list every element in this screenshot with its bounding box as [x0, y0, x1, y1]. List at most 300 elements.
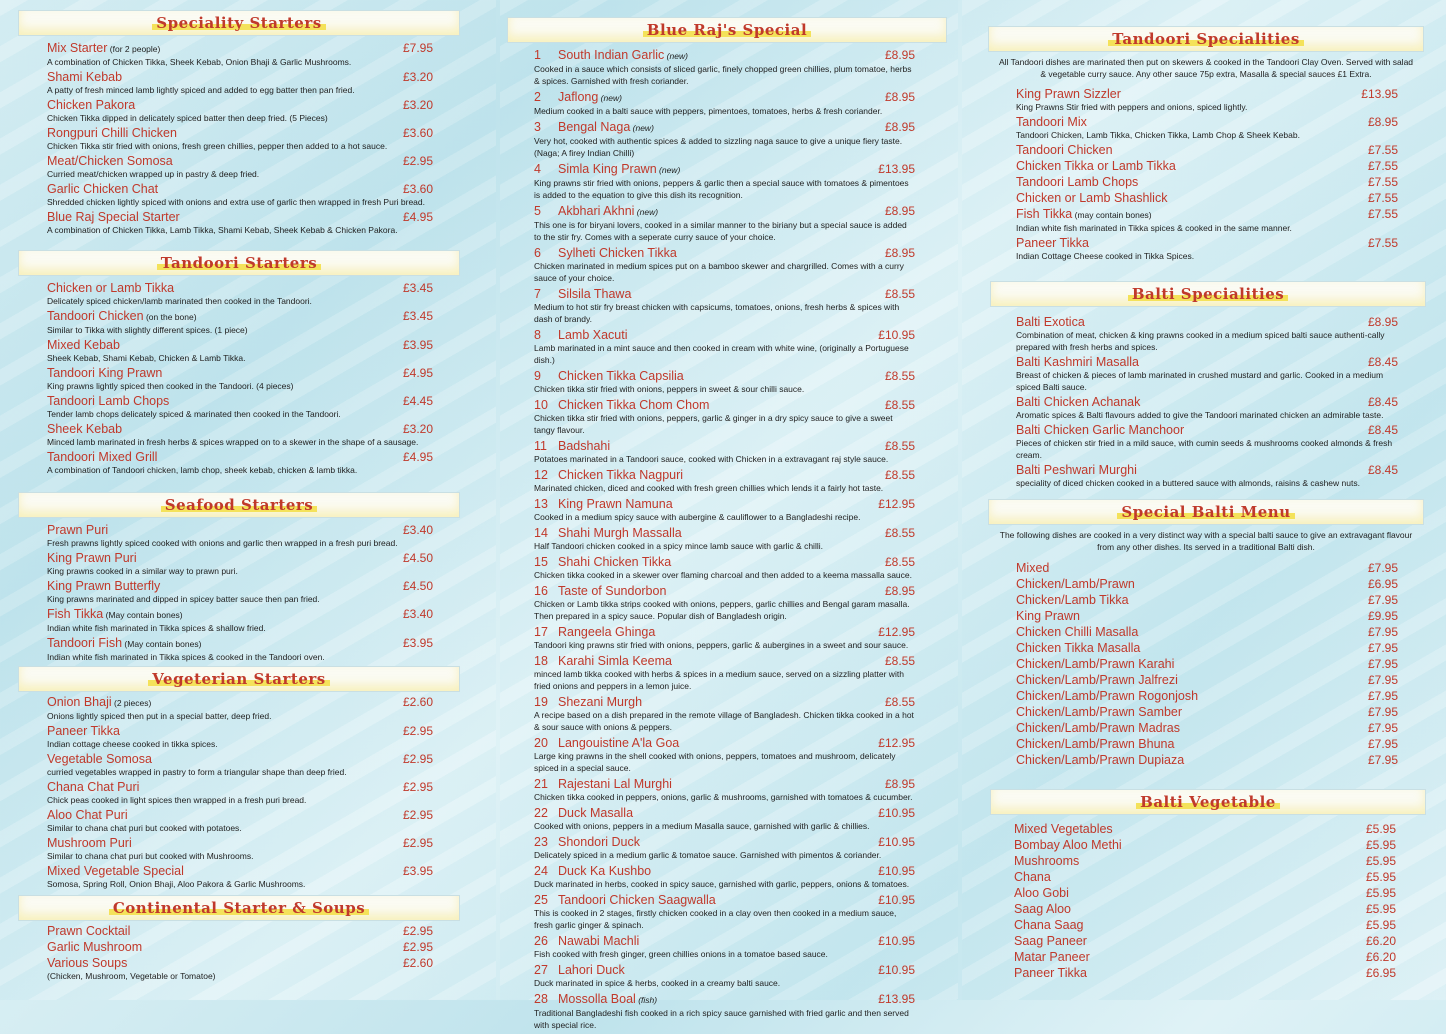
item-list: [990, 315, 1426, 489]
menu-item: [1016, 315, 1398, 353]
section-header: [18, 666, 460, 692]
menu-item-price: £9.95: [1367, 609, 1398, 623]
menu-item-price: £8.95: [884, 777, 915, 791]
menu-item: [1016, 191, 1398, 205]
menu-item-title: King Prawn Namuna: [558, 497, 673, 511]
menu-item-title: Tandoori Lamb Chops: [1016, 175, 1139, 189]
menu-item: [1014, 902, 1396, 916]
menu-item-title: Prawn Cocktail: [47, 924, 131, 938]
menu-item: [1016, 689, 1398, 703]
menu-item-title: Meat/Chicken Somosa: [47, 154, 173, 168]
menu-item-name: [534, 162, 915, 177]
menu-item-name: [47, 70, 433, 84]
menu-item-description: Pieces of chicken stir fried in a mild sauce, with cumin seeds & mushrooms cooked almonds & fresh cream.: [1016, 438, 1393, 460]
menu-item-title: Saag Aloo: [1014, 902, 1071, 916]
menu-item-description: Chicken tikka stir fried with onions, peppers in sweet & sour chilli sauce.: [534, 384, 805, 394]
menu-item: [534, 497, 915, 523]
item-list: [507, 48, 947, 1031]
special-balti-section: [988, 499, 1424, 769]
menu-item: [47, 940, 433, 954]
menu-item-price: £5.95: [1365, 822, 1396, 836]
menu-item-name: [534, 736, 915, 750]
menu-item-name: [47, 752, 433, 766]
menu-item-price: £8.95: [884, 48, 915, 62]
menu-item-number: 7: [534, 287, 541, 301]
menu-item-name: [47, 551, 433, 565]
section-header: [18, 250, 460, 276]
menu-item-title: Shondori Duck: [558, 835, 640, 849]
menu-item-description: Aromatic spices & Balti flavours added to give the Tandoori marinated chicken an admirable taste.: [1016, 410, 1384, 420]
menu-item: [1016, 641, 1398, 655]
menu-item: [47, 636, 433, 663]
menu-item: [534, 893, 915, 931]
menu-item-price: £2.95: [402, 808, 433, 822]
menu-item-price: £8.55: [884, 468, 915, 482]
menu-item-name: [534, 48, 915, 63]
menu-item-price: £8.45: [1367, 355, 1398, 369]
menu-item-description: Tandoori king prawns stir fried with onions, peppers, garlic & aubergines in a sweet and sour sauce.: [534, 640, 909, 650]
menu-item-number: 11: [534, 439, 547, 453]
menu-item-title: Garlic Mushroom: [47, 940, 143, 954]
menu-column-right: [962, 0, 1446, 1000]
menu-item-title: Chicken/Lamb/Prawn Karahi: [1016, 657, 1175, 671]
menu-item-name: [1014, 902, 1396, 916]
menu-item-description: Chicken tikka cooked in peppers, onions, garlic & mushrooms, garnished with tomatoes & cucumber.: [534, 792, 913, 802]
menu-item-title: King Prawn: [1016, 609, 1080, 623]
menu-item-price: £8.45: [1367, 463, 1398, 477]
menu-item-number: 21: [534, 777, 548, 791]
menu-item: [534, 120, 915, 159]
menu-item-note: (for 2 people): [107, 44, 161, 54]
menu-item-title: Chicken/Lamb/Prawn Madras: [1016, 721, 1180, 735]
menu-item-name: [1016, 721, 1398, 735]
menu-item-description: Fresh prawns lightly spiced cooked with onions and garlic then wrapped in a fresh puri bread.: [47, 538, 398, 548]
menu-item: [1016, 355, 1398, 393]
menu-item-title: Paneer Tikka: [1014, 966, 1087, 980]
menu-item-title: Balti Exotica: [1016, 315, 1085, 329]
menu-item-description: Somosa, Spring Roll, Onion Bhaji, Aloo Pakora & Garlic Mushrooms.: [47, 879, 306, 889]
menu-item-number: 8: [534, 328, 541, 342]
menu-item-description: speciality of diced chicken cooked in a buttered sauce with almonds, raisins & cashew nuts.: [1016, 478, 1360, 488]
menu-item-description: King prawns cooked in a similar way to prawn puri.: [47, 566, 238, 576]
menu-item-name: [47, 808, 433, 822]
menu-item: [47, 309, 433, 336]
menu-item: [47, 366, 433, 392]
menu-item-title: Balti Chicken Achanak: [1016, 395, 1141, 409]
item-list: [18, 695, 460, 890]
menu-item-price: £2.95: [402, 154, 433, 168]
menu-item: [47, 154, 433, 180]
blue-raj-special-section: [507, 17, 947, 1034]
menu-item-name: [534, 835, 915, 849]
menu-item: [534, 835, 915, 861]
menu-item-name: [1016, 641, 1398, 655]
menu-item-name: [1016, 191, 1398, 205]
menu-item-name: [1016, 423, 1398, 437]
menu-item-note: (May contain bones): [122, 639, 202, 649]
menu-item-name: [47, 695, 433, 710]
menu-item-description: This is cooked in 2 stages, firstly chicken cooked in a clay oven then cooked in a medium sauce, fresh garlic ginger & spinach.: [534, 908, 897, 930]
menu-item-name: [47, 41, 433, 56]
menu-item-name: [47, 607, 433, 622]
menu-item-title: Simla King Prawn: [558, 162, 657, 176]
menu-item-description: Chick peas cooked in light spices then wrapped in a fresh puri bread.: [47, 795, 307, 805]
menu-item-price: £7.55: [1367, 207, 1398, 221]
menu-item: [47, 98, 433, 124]
menu-item-price: £3.60: [402, 126, 433, 140]
item-list: [988, 87, 1424, 262]
menu-item-description: Chicken tikka cooked in a skewer over flaming charcoal and then added to a keema massalla sauce.: [534, 570, 912, 580]
menu-item-price: £8.55: [884, 439, 915, 453]
menu-item-title: Chicken Tikka Nagpuri: [558, 468, 684, 482]
menu-item-title: Chicken/Lamb Tikka: [1016, 593, 1129, 607]
menu-item-price: £8.55: [884, 287, 915, 301]
menu-item-title: Balti Peshwari Murghi: [1016, 463, 1137, 477]
menu-item: [1016, 236, 1398, 262]
menu-item: [1016, 159, 1398, 173]
menu-item-title: Chicken Tikka Masalla: [1016, 641, 1141, 655]
menu-item-price: £8.95: [884, 90, 915, 104]
menu-item-title: Chicken Tikka or Lamb Tikka: [1016, 159, 1176, 173]
menu-column-middle: [500, 0, 958, 1030]
menu-item-title: Badshahi: [558, 439, 611, 453]
menu-item: [47, 450, 433, 476]
menu-item: [47, 724, 433, 750]
menu-item: [1014, 838, 1396, 852]
menu-item: [1016, 705, 1398, 719]
menu-item-price: £8.55: [884, 526, 915, 540]
menu-item: [534, 328, 915, 366]
menu-item-title: Mix Starter: [47, 41, 108, 55]
menu-item-description: Chicken marinated in medium spices put on a bamboo skewer and chargrilled. Comes with a curry sauce of your choice.: [534, 261, 904, 283]
menu-item-price: £2.95: [402, 924, 433, 938]
menu-item-description: Cooked with onions, peppers in a medium Masalla sauce, garnished with garlic & chillies.: [534, 821, 870, 831]
menu-item: [534, 555, 915, 581]
menu-item: [47, 70, 433, 96]
menu-item-title: Tandoori Chicken Saagwalla: [558, 893, 716, 907]
menu-item-price: £5.95: [1365, 918, 1396, 932]
menu-item-name: [47, 636, 433, 651]
menu-item: [1016, 87, 1398, 113]
menu-item-title: Aloo Chat Puri: [47, 808, 128, 822]
menu-item-title: Shahi Murgh Massalla: [558, 526, 682, 540]
menu-item-title: Tandoori Fish: [47, 636, 123, 650]
menu-item: [47, 338, 433, 364]
menu-item: [534, 162, 915, 201]
menu-item-price: £6.20: [1365, 950, 1396, 964]
menu-item-price: £3.95: [402, 338, 433, 352]
menu-item-name: [534, 555, 915, 569]
menu-item-number: 5: [534, 204, 541, 218]
menu-item-name: [1016, 753, 1398, 767]
menu-item-price: £12.95: [878, 625, 915, 639]
menu-item-price: £5.95: [1365, 902, 1396, 916]
section-note: The following dishes are cooked in a very distinct way with a special balti sauce to give an extravagant flavour from any other dishes. Its served in a traditional Balti dish.: [999, 530, 1413, 552]
menu-item: [534, 695, 915, 733]
menu-item-description: Similar to Tikka with slightly different spices. (1 piece): [47, 325, 248, 335]
menu-item-title: Mushroom Puri: [47, 836, 132, 850]
menu-item-description: King prawns lightly spiced then cooked in the Tandoori. (4 pieces): [47, 381, 294, 391]
continental-section: [18, 895, 460, 984]
menu-item: [534, 369, 915, 395]
menu-item-name: [1016, 561, 1398, 575]
menu-item-name: [1014, 886, 1396, 900]
menu-item-number: 15: [534, 555, 548, 569]
menu-item-name: [47, 724, 433, 738]
menu-item-price: £2.95: [402, 724, 433, 738]
menu-item-price: £10.95: [878, 893, 915, 907]
menu-item-title: Chicken/Lamb/Prawn Bhuna: [1016, 737, 1175, 751]
menu-item-title: King Prawn Sizzler: [1016, 87, 1121, 101]
section-header: [988, 499, 1424, 525]
menu-item-price: £4.95: [402, 366, 433, 380]
menu-item-description: Duck marinated in spice & herbs, cooked in a creamy balti sauce.: [534, 978, 781, 988]
menu-item-title: Chana: [1014, 870, 1051, 884]
menu-item-title: Onion Bhaji: [47, 695, 112, 709]
menu-item-title: Duck Ka Kushbo: [558, 864, 652, 878]
menu-item-name: [1016, 609, 1398, 623]
menu-item-price: £10.95: [878, 835, 915, 849]
menu-item-name: [47, 394, 433, 408]
menu-item-name: [534, 246, 915, 260]
menu-item-price: £6.95: [1367, 577, 1398, 591]
menu-item-title: King Prawn Puri: [47, 551, 137, 565]
menu-item-price: £2.95: [402, 780, 433, 794]
menu-item-price: £7.95: [1367, 641, 1398, 655]
menu-item-title: Nawabi Machli: [558, 934, 640, 948]
menu-item-description: Indian cottage cheese cooked in tikka spices.: [47, 739, 218, 749]
menu-item-title: Saag Paneer: [1014, 934, 1087, 948]
menu-item-price: £4.95: [402, 210, 433, 224]
menu-item: [1016, 625, 1398, 639]
menu-item-note: (new): [630, 123, 654, 133]
menu-item: [47, 579, 433, 605]
section-title: Special Balti Menu: [1117, 503, 1294, 521]
menu-item: [1016, 175, 1398, 189]
menu-item-title: Balti Kashmiri Masalla: [1016, 355, 1139, 369]
menu-item-description: Indian white fish marinated in Tikka spices & shallow fried.: [47, 623, 266, 633]
menu-item-title: Fish Tikka: [1016, 207, 1073, 221]
menu-item-name: [47, 450, 433, 464]
menu-item-price: £5.95: [1365, 838, 1396, 852]
menu-item-title: Rongpuri Chilli Chicken: [47, 126, 177, 140]
section-title: Continental Starter & Soups: [109, 899, 369, 917]
menu-item-title: Sheek Kebab: [47, 422, 123, 436]
menu-item-note: (new): [656, 165, 681, 175]
menu-item-title: Bengal Naga: [558, 120, 631, 134]
menu-item-price: £2.95: [402, 836, 433, 850]
menu-item-description: Very hot, cooked with authentic spices & added to sizzling naga sauce to give a unique fiery taste. (Naga; A firey Indian Chilli): [534, 136, 903, 158]
menu-item-price: £3.20: [402, 98, 433, 112]
menu-item-title: Taste of Sundorbon: [558, 584, 667, 598]
menu-item-name: [534, 398, 915, 412]
menu-item-title: Chicken/Lamb/Prawn Dupiaza: [1016, 753, 1185, 767]
menu-item-name: [1016, 395, 1398, 409]
menu-item-name: [1014, 918, 1396, 932]
menu-item-name: [534, 934, 915, 948]
menu-item-name: [1016, 175, 1398, 189]
section-note: All Tandoori dishes are marinated then put on skewers & cooked in the Tandoori Clay Oven. Served with salad & vegetable curry sauce. Any other sauce 75p extra, Masalla & special sauces £1 Extra.: [998, 57, 1414, 79]
menu-item-number: 23: [534, 835, 548, 849]
menu-item-price: £3.60: [402, 182, 433, 196]
menu-item-price: £8.95: [884, 246, 915, 260]
menu-item: [1016, 737, 1398, 751]
menu-item-title: Lamb Xacuti: [558, 328, 628, 342]
menu-item: [1016, 115, 1398, 141]
menu-item-title: Shami Kebab: [47, 70, 123, 84]
menu-item: [534, 246, 915, 284]
menu-item-number: 2: [534, 90, 541, 104]
menu-item-title: Chicken/Lamb/Prawn Jalfrezi: [1016, 673, 1178, 687]
menu-item: [1014, 950, 1396, 964]
menu-item-price: £7.55: [1367, 191, 1398, 205]
menu-item: [47, 281, 433, 307]
menu-item-description: Large king prawns in the shell cooked with onions, peppers, tomatoes and mushroom, delicately spiced in a special sauce.: [534, 751, 896, 773]
menu-item: [1014, 870, 1396, 884]
menu-item-description: Shredded chicken lightly spiced with onions and extra use of garlic then wrapped in fresh Puri bread.: [47, 197, 425, 207]
menu-item-title: Mushrooms: [1014, 854, 1080, 868]
menu-item: [47, 182, 433, 208]
menu-item-name: [47, 126, 433, 140]
menu-item-note: (on the bone): [143, 312, 197, 322]
section-header: [990, 789, 1426, 815]
menu-item-price: £6.95: [1365, 966, 1396, 980]
menu-item-price: £2.60: [402, 695, 433, 709]
menu-item-description: minced lamb tikka cooked with herbs & spices in a medium sauce, served on a sizzling platter with fried onions and peppers in a lemon juice.: [534, 669, 904, 691]
menu-item-title: Chicken or Lamb Shashlick: [1016, 191, 1168, 205]
menu-item-price: £8.95: [1367, 315, 1398, 329]
item-list: [18, 523, 460, 663]
menu-item: [47, 808, 433, 834]
menu-item-title: Prawn Puri: [47, 523, 109, 537]
menu-item: [1014, 822, 1396, 836]
menu-item-description: A recipe based on a dish prepared in the remote village of Bangladesh. Chicken tikka cooked in a hot & sour sauce with onions & peppers.: [534, 710, 914, 732]
menu-item-price: £7.55: [1367, 236, 1398, 250]
menu-item-price: £7.95: [1367, 737, 1398, 751]
section-header: [18, 492, 460, 518]
menu-item-number: 12: [534, 468, 548, 482]
menu-item-price: £10.95: [878, 934, 915, 948]
menu-item-price: £10.95: [878, 806, 915, 820]
menu-item-name: [1016, 673, 1398, 687]
menu-item-name: [1014, 950, 1396, 964]
menu-item-number: 6: [534, 246, 541, 260]
menu-item: [1016, 593, 1398, 607]
menu-item-price: £8.55: [884, 555, 915, 569]
menu-item-name: [1014, 822, 1396, 836]
menu-item-title: Vegetable Somosa: [47, 752, 152, 766]
menu-item: [1014, 966, 1396, 980]
menu-item-price: £8.95: [884, 120, 915, 134]
menu-item-number: 27: [534, 963, 548, 977]
menu-item-number: 16: [534, 584, 548, 598]
menu-item: [1014, 934, 1396, 948]
menu-item-price: £7.95: [1367, 657, 1398, 671]
menu-item-price: £3.40: [402, 607, 433, 621]
menu-item-price: £3.20: [402, 70, 433, 84]
menu-item-name: [534, 893, 915, 907]
menu-item-number: 4: [534, 162, 541, 176]
menu-item-description: Marinated chicken, diced and cooked with fresh green chillies which lends it a fairly hot taste.: [534, 483, 884, 493]
menu-column-left: [0, 0, 496, 1000]
menu-item-name: [47, 338, 433, 352]
menu-item-title: Tandoori King Prawn: [47, 366, 163, 380]
menu-item-title: Rajestani Lal Murghi: [558, 777, 672, 791]
menu-item-description: Tandoori Chicken, Lamb Tikka, Chicken Tikka, Lamb Chop & Sheek Kebab.: [1016, 130, 1300, 140]
menu-item-name: [534, 654, 915, 668]
menu-item-price: £7.95: [1367, 593, 1398, 607]
menu-item-name: [47, 182, 433, 196]
menu-item-price: £13.95: [1361, 87, 1398, 101]
menu-item-title: Jaflong: [558, 90, 599, 104]
menu-item-note: (new): [634, 207, 659, 217]
menu-item-title: Paneer Tikka: [47, 724, 120, 738]
menu-item-name: [47, 309, 433, 324]
menu-item-name: [1016, 159, 1398, 173]
menu-item-title: Bombay Aloo Methi: [1014, 838, 1122, 852]
menu-item: [534, 963, 915, 989]
tandoori-specialities-section: [988, 26, 1424, 264]
menu-item-price: £4.50: [402, 579, 433, 593]
menu-item: [47, 780, 433, 806]
menu-item-title: Rangeela Ghinga: [558, 625, 656, 639]
menu-item-title: Mixed: [1016, 561, 1050, 575]
menu-item-number: 13: [534, 497, 548, 511]
menu-item-price: £8.95: [1367, 115, 1398, 129]
menu-item-price: £7.95: [1367, 705, 1398, 719]
seafood-starters-section: [18, 492, 460, 665]
menu-item-price: £7.95: [1367, 689, 1398, 703]
menu-item-description: Similar to chana chat puri but cooked with potatoes.: [47, 823, 242, 833]
menu-item: [47, 752, 433, 778]
menu-item-price: £5.95: [1365, 870, 1396, 884]
section-title: Balti Vegetable: [1136, 793, 1280, 811]
menu-item-description: Indian white fish marinated in Tikka spices & cooked in the same manner.: [1016, 223, 1292, 233]
menu-item-name: [1016, 689, 1398, 703]
menu-item-title: Matar Paneer: [1014, 950, 1090, 964]
balti-specialities-section: [990, 281, 1426, 491]
menu-item: [534, 992, 915, 1031]
menu-item-name: [534, 369, 915, 383]
menu-item-number: 14: [534, 526, 548, 540]
menu-item-price: £8.55: [884, 695, 915, 709]
menu-item-name: [1016, 463, 1398, 477]
section-title: Vegeterian Starters: [148, 670, 329, 688]
menu-item-price: £10.95: [878, 963, 915, 977]
menu-item-title: Various Soups: [47, 956, 128, 970]
menu-item: [1016, 395, 1398, 421]
menu-item: [534, 398, 915, 436]
section-header: [18, 10, 460, 36]
menu-item-note: (May contain bones): [103, 610, 183, 620]
menu-item-name: [1014, 966, 1396, 980]
menu-item-description: Medium to hot stir fry breast chicken with capsicums, tomatoes, onions, fresh herbs & spices with dash of brandy.: [534, 302, 900, 324]
menu-item-price: £7.55: [1367, 159, 1398, 173]
menu-item-price: £7.55: [1367, 175, 1398, 189]
menu-item-name: [1016, 236, 1398, 250]
menu-item-description: King prawns stir fried with onions, peppers & garlic then a special sauce with tomatoes & pimentoes is added to the equation to give this dish its recognition.: [534, 178, 909, 200]
menu-item-name: [534, 806, 915, 820]
menu-item-name: [47, 154, 433, 168]
menu-item: [47, 924, 433, 938]
menu-item-name: [534, 90, 915, 105]
menu-item-price: £4.95: [402, 450, 433, 464]
menu-item: [47, 956, 433, 982]
section-title: Tandoori Specialities: [1108, 30, 1304, 48]
menu-item: [534, 204, 915, 243]
menu-item-number: 19: [534, 695, 548, 709]
menu-item: [1014, 886, 1396, 900]
